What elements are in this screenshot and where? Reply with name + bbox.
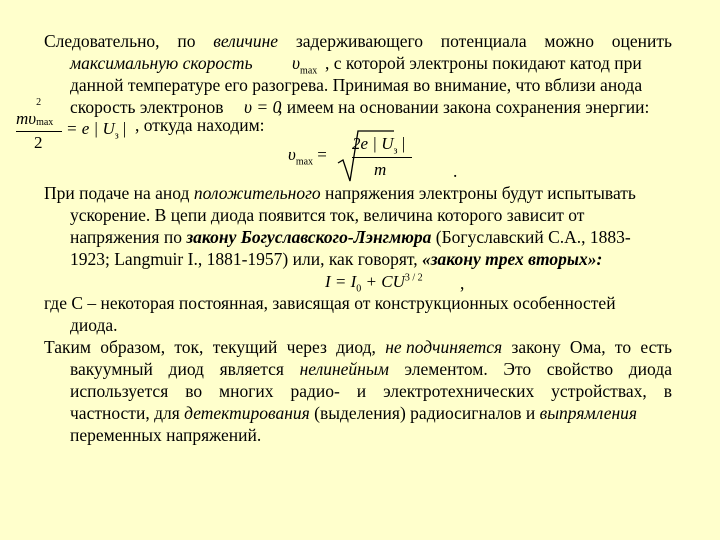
energy-fraction-bar: [16, 131, 62, 132]
p4-line-4: частности, для детектирования (выделения) радиосигналов и выпрямления: [70, 403, 638, 423]
p1-line-1: Следовательно, по величине задерживающего потенциала можно оценить: [44, 31, 672, 51]
p2-line-3: напряжения по закону Богуславского-Лэнгмюра (Богуславский С.А., 1883-: [70, 227, 631, 247]
three-halves-law: $I = I_0 + CU^{3 / 2}$: [325, 272, 423, 295]
v-equals-zero: υ = 0: [244, 97, 282, 117]
p3-line-2: диода.: [70, 315, 118, 335]
energy-denominator: 2: [34, 133, 43, 152]
p4-line-3: используется во многих радио- и электротехнических устройствах, в: [70, 381, 672, 401]
p1-line-2b: , с которой электроны покидают катод при: [325, 53, 642, 73]
p1-line-2: максимальную скорость: [70, 53, 253, 73]
sqrt-fraction-bar: [352, 157, 412, 158]
p1-line-5: , откуда находим:: [135, 115, 265, 135]
p1-line-4a: скорость электронов: [70, 97, 224, 117]
p4-line-2: вакуумный диод является нелинейным элементом. Это свойство диода: [70, 359, 672, 379]
p4-line-1: Таким образом, ток, текущий через диод, не подчиняется закону Ома, то есть: [44, 337, 672, 357]
p1-line-4b: , имеем на основании закона сохранения энергии:: [278, 97, 650, 117]
p1-line-3: данной температуре его разогрева. Принимая во внимание, что вблизи анода: [70, 75, 643, 95]
energy-numerator: mυ 2 max: [16, 97, 54, 128]
p3-line-1: где C – некоторая постоянная, зависящая от конструкционных особенностей: [44, 293, 616, 313]
vmax-lhs: $\upsilon_{max}$ =: [288, 145, 327, 168]
sqrt-denominator: m: [374, 160, 387, 179]
formula-period: .: [453, 161, 458, 181]
sqrt-numerator: 2e | $U_з$ |: [352, 134, 406, 157]
p4-line-5: переменных напряжений.: [70, 425, 262, 445]
p2-line-1: При подаче на анод положительного напряжения электроны будут испытывать: [44, 183, 636, 203]
law-comma: ,: [460, 273, 465, 293]
energy-rhs: = e | $U_з$ |: [66, 119, 127, 142]
p2-line-4: 1923; Langmuir I., 1881-1957) или, как говорят, «закону трех вторых»:: [70, 249, 603, 269]
p2-line-2: ускорение. В цепи диода появится ток, величина которого зависит от: [70, 205, 585, 225]
vmax-inline-1: $\upsilon_{max}$: [292, 53, 318, 77]
